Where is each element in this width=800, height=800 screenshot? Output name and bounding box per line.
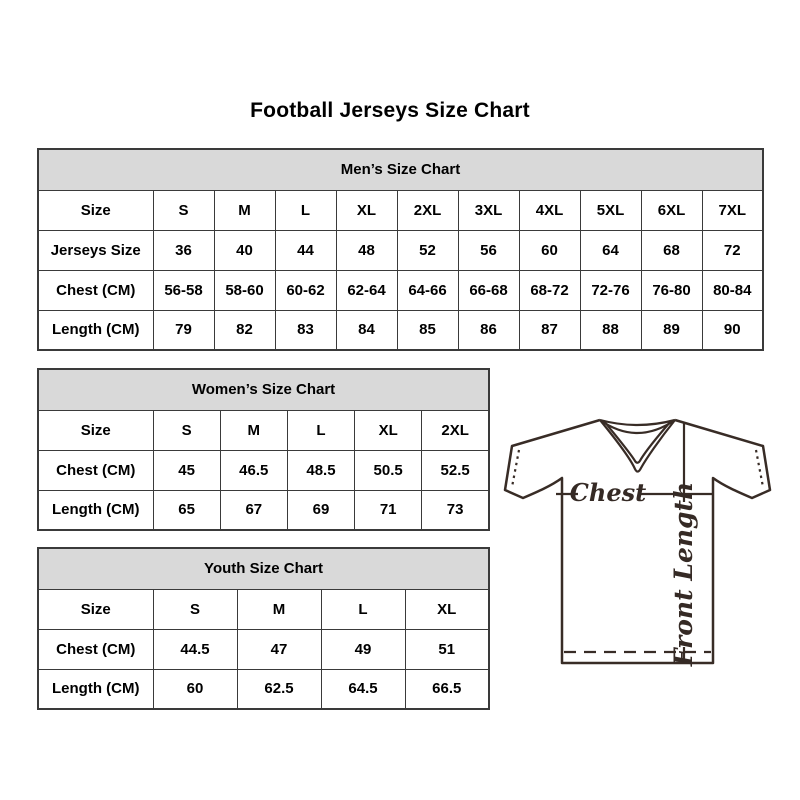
size-value-cell: 72 <box>702 230 763 270</box>
size-value-cell: 73 <box>422 490 489 530</box>
row-label: Size <box>38 410 153 450</box>
size-value-cell: 66.5 <box>405 669 489 709</box>
table-row <box>38 310 763 350</box>
size-value-cell: S <box>153 190 214 230</box>
size-value-cell: 52 <box>397 230 458 270</box>
size-value-cell: XL <box>355 410 422 450</box>
size-value-cell: 3XL <box>458 190 519 230</box>
size-value-cell: 48 <box>336 230 397 270</box>
size-value-cell: 51 <box>405 629 489 669</box>
size-value-cell: 6XL <box>641 190 702 230</box>
size-value-cell: 88 <box>580 310 641 350</box>
men-table-title: Men’s Size Chart <box>38 149 763 190</box>
row-label: Chest (CM) <box>38 270 153 310</box>
jersey-outline <box>505 420 770 663</box>
size-value-cell: 52.5 <box>422 450 489 490</box>
size-value-cell: 62-64 <box>336 270 397 310</box>
table-row <box>38 669 489 709</box>
jersey-diagram-svg <box>498 398 782 698</box>
size-value-cell: 79 <box>153 310 214 350</box>
size-value-cell: 2XL <box>422 410 489 450</box>
size-value-cell: 46.5 <box>220 450 287 490</box>
row-label: Length (CM) <box>38 490 153 530</box>
collar-top-curve <box>600 420 675 425</box>
size-value-cell: 44.5 <box>153 629 237 669</box>
size-value-cell: L <box>287 410 354 450</box>
row-label: Chest (CM) <box>38 450 153 490</box>
size-value-cell: 7XL <box>702 190 763 230</box>
size-value-cell: 60 <box>153 669 237 709</box>
size-value-cell: 60 <box>519 230 580 270</box>
row-label: Jerseys Size <box>38 230 153 270</box>
front-length-measure-label: Front Length <box>669 481 698 667</box>
size-value-cell: M <box>220 410 287 450</box>
size-value-cell: 48.5 <box>287 450 354 490</box>
size-value-cell: 87 <box>519 310 580 350</box>
size-value-cell: 72-76 <box>580 270 641 310</box>
left-sleeve-dotted-seam <box>512 450 519 487</box>
size-value-cell: 58-60 <box>214 270 275 310</box>
row-label: Size <box>38 190 153 230</box>
size-value-cell: 65 <box>153 490 220 530</box>
size-value-cell: S <box>153 589 237 629</box>
right-sleeve-dotted-seam <box>756 450 763 487</box>
table-row <box>38 190 763 230</box>
row-label: Chest (CM) <box>38 629 153 669</box>
size-value-cell: 2XL <box>397 190 458 230</box>
size-value-cell: 68 <box>641 230 702 270</box>
size-value-cell: XL <box>405 589 489 629</box>
women-table-title: Women’s Size Chart <box>38 369 489 410</box>
jersey-measurement-diagram <box>498 398 782 698</box>
size-value-cell: 83 <box>275 310 336 350</box>
table-row <box>38 270 763 310</box>
size-value-cell: 86 <box>458 310 519 350</box>
row-label: Size <box>38 589 153 629</box>
row-label: Length (CM) <box>38 669 153 709</box>
table-row <box>38 589 489 629</box>
table-row <box>38 490 489 530</box>
size-value-cell: 90 <box>702 310 763 350</box>
size-value-cell: L <box>321 589 405 629</box>
size-value-cell: 50.5 <box>355 450 422 490</box>
table-row <box>38 450 489 490</box>
chest-measure-label: Chest <box>569 478 647 507</box>
size-value-cell: 60-62 <box>275 270 336 310</box>
size-value-cell: M <box>237 589 321 629</box>
page-title: Football Jerseys Size Chart <box>250 99 530 122</box>
mens-size-table <box>37 148 764 351</box>
table-row <box>38 410 489 450</box>
size-value-cell: 44 <box>275 230 336 270</box>
size-value-cell: 67 <box>220 490 287 530</box>
size-value-cell: 85 <box>397 310 458 350</box>
size-value-cell: 84 <box>336 310 397 350</box>
size-value-cell: 66-68 <box>458 270 519 310</box>
size-value-cell: 64 <box>580 230 641 270</box>
youth-table-title: Youth Size Chart <box>38 548 489 589</box>
size-value-cell: M <box>214 190 275 230</box>
size-value-cell: 62.5 <box>237 669 321 709</box>
size-value-cell: 89 <box>641 310 702 350</box>
size-value-cell: 82 <box>214 310 275 350</box>
size-value-cell: 49 <box>321 629 405 669</box>
size-value-cell: 47 <box>237 629 321 669</box>
size-value-cell: S <box>153 410 220 450</box>
size-value-cell: 71 <box>355 490 422 530</box>
size-value-cell: L <box>275 190 336 230</box>
size-value-cell: 64-66 <box>397 270 458 310</box>
size-value-cell: 56-58 <box>153 270 214 310</box>
size-value-cell: 4XL <box>519 190 580 230</box>
youth-size-table <box>37 547 490 710</box>
table-row <box>38 629 489 669</box>
table-row <box>38 230 763 270</box>
row-label: Length (CM) <box>38 310 153 350</box>
womens-size-table <box>37 368 490 531</box>
size-value-cell: 69 <box>287 490 354 530</box>
size-value-cell: 56 <box>458 230 519 270</box>
size-value-cell: 76-80 <box>641 270 702 310</box>
size-value-cell: 80-84 <box>702 270 763 310</box>
size-value-cell: 68-72 <box>519 270 580 310</box>
size-value-cell: 5XL <box>580 190 641 230</box>
size-value-cell: 40 <box>214 230 275 270</box>
size-value-cell: XL <box>336 190 397 230</box>
size-value-cell: 45 <box>153 450 220 490</box>
size-value-cell: 36 <box>153 230 214 270</box>
size-value-cell: 64.5 <box>321 669 405 709</box>
